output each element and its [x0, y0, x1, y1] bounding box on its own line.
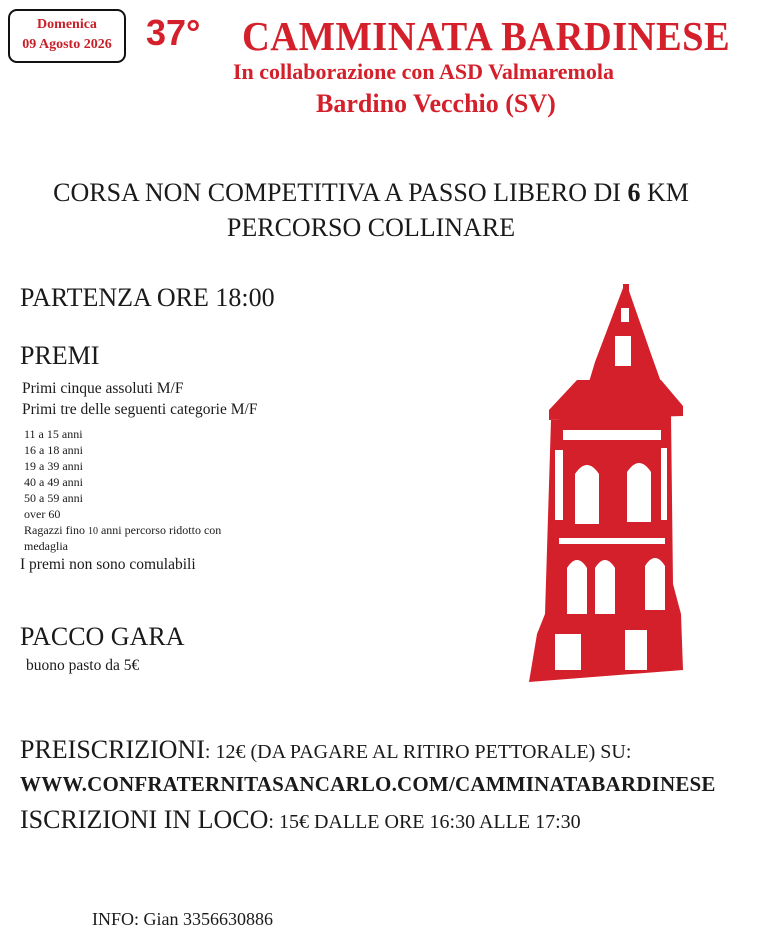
race-description: [0, 178, 742, 208]
category-item: 50 a 59 anni: [24, 491, 83, 505]
date-day: Domenica: [37, 17, 97, 32]
race-pack-item: buono pasto da 5€: [26, 657, 140, 674]
race-description-text: CORSA NON COMPETITIVA A PASSO LIBERO DI: [53, 178, 628, 207]
kids-prize-text-2: anni percorso ridotto con: [100, 523, 222, 537]
category-item: 11 a 15 anni: [24, 427, 83, 441]
preregistration: [20, 735, 631, 765]
date-text: 09 Agosto 2026: [22, 37, 112, 52]
info-contact: INFO: Gian 3356630886: [92, 909, 273, 929]
event-subtitle: In collaborazione con ASD Valmaremola: [233, 59, 614, 84]
event-title: CAMMINATA BARDINESE: [242, 13, 731, 59]
category-item: over 60: [24, 507, 61, 521]
registration-url[interactable]: WWW.CONFRATERNITASANCARLO.COM/CAMMINATABARDINESE: [20, 772, 716, 796]
categories-list: [24, 426, 83, 522]
onsite-registration-detail: : 15€ DALLE ORE 16:30 ALLE 17:30: [268, 811, 581, 833]
prizes-line-2: Primi tre delle seguenti categorie M/F: [22, 401, 258, 418]
kids-prize-medal: medaglia: [24, 539, 68, 553]
kids-age-limit: 10: [87, 526, 98, 537]
race-distance: 6: [627, 178, 641, 207]
start-time: PARTENZA ORE 18:00: [20, 283, 275, 312]
prizes-heading: PREMI: [20, 341, 100, 370]
prizes-note: I premi non sono comulabili: [20, 556, 196, 573]
category-item: 19 a 39 anni: [24, 459, 83, 473]
preregistration-detail: : 12€ (DA PAGARE AL RITIRO PETTORALE) SU:: [204, 741, 632, 763]
course-type: PERCORSO COLLINARE: [226, 213, 516, 242]
kids-prize-text: Ragazzi fino: [24, 523, 85, 537]
onsite-registration-label: ISCRIZIONI IN LOCO: [20, 805, 269, 834]
race-distance-unit: KM: [640, 178, 689, 207]
category-item: 40 a 49 anni: [24, 475, 83, 489]
preregistration-label: PREISCRIZIONI: [20, 735, 205, 764]
race-pack-heading: PACCO GARA: [20, 622, 185, 651]
event-location: Bardino Vecchio (SV): [316, 89, 556, 118]
onsite-registration: [20, 805, 581, 835]
bell-tower-drawing: [515, 284, 695, 686]
edition-number: 37°: [146, 12, 201, 53]
date-badge: [8, 9, 126, 63]
prizes-line-1: Primi cinque assoluti M/F: [22, 380, 184, 397]
category-item: 16 a 18 anni: [24, 443, 83, 457]
